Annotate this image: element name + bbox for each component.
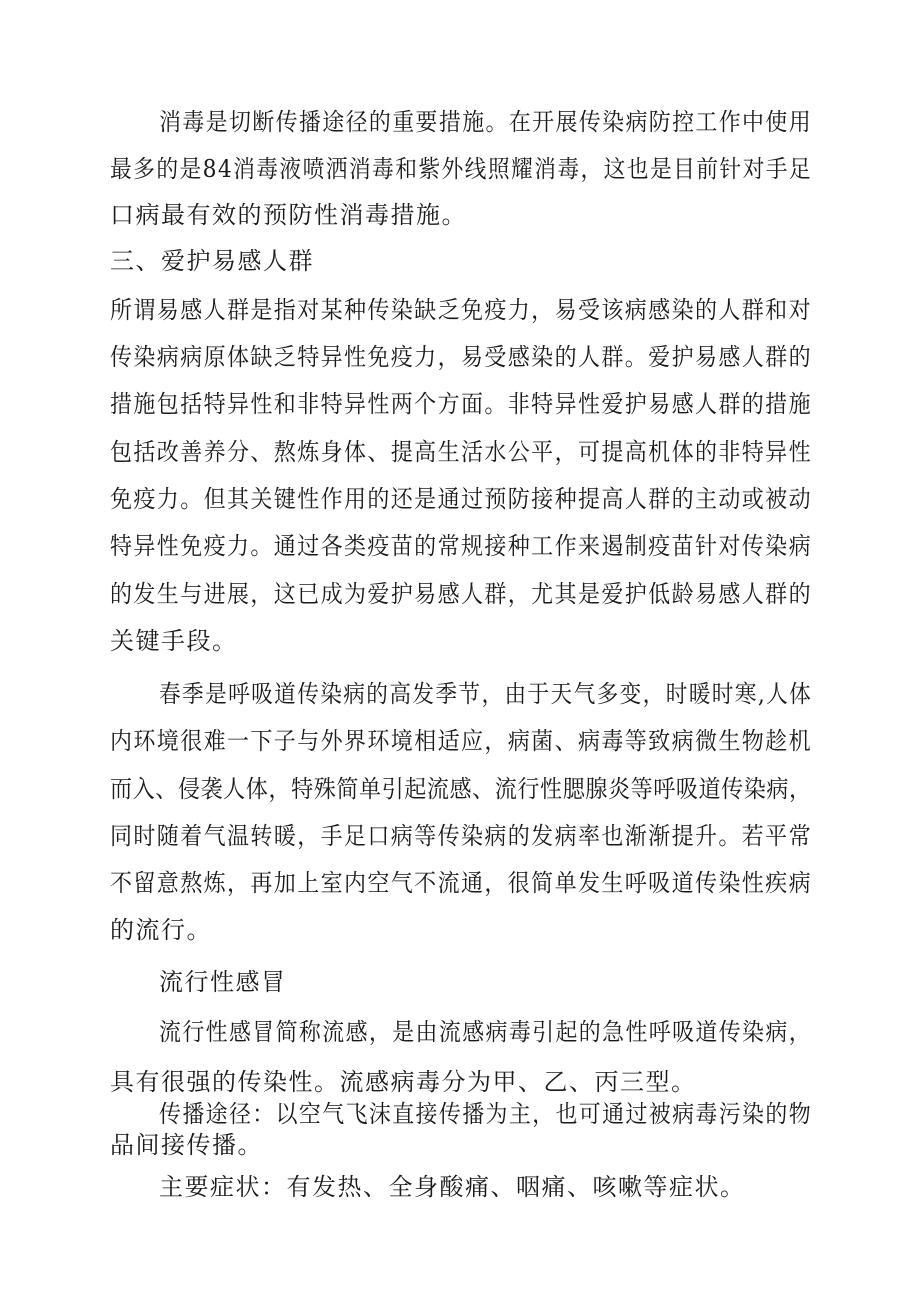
paragraph-symptoms: 主要症状：有发热、全身酸痛、咽痛、咳嗽等症状。 (159, 1173, 746, 1201)
paragraph-susceptible-line-7: 的发生与进展，这已成为爱护易感人群，尤其是爱护低龄易感人群的 (110, 580, 812, 608)
paragraph-influenza-line-2: 具有很强的传染性。流感病毒分为甲、乙、丙三型。 (110, 1068, 697, 1096)
paragraph-susceptible-line-4: 包括改善养分、熬炼身体、提高生活水公平，可提高机体的非特异性 (110, 438, 812, 466)
paragraph-disinfection-line-1: 消毒是切断传播途径的重要措施。在开展传染病防控工作中使用 (159, 108, 813, 136)
paragraph-influenza-line-1: 流行性感冒简称流感，是由流感病毒引起的急性呼吸道传染病， (159, 1018, 813, 1046)
paragraph-spring-line-4: 同时随着气温转暖，手足口病等传染病的发病率也渐渐提升。若平常 (110, 822, 812, 850)
paragraph-disinfection-line-3: 口病最有效的预防性消毒措施。 (110, 201, 467, 229)
paragraph-disinfection-line-2: 最多的是84消毒液喷洒消毒和紫外线照耀消毒，这也是目前针对手足 (110, 155, 813, 183)
paragraph-susceptible-line-5: 免疫力。但其关键性作用的还是通过预防接种提高人群的主动或被动 (110, 485, 812, 513)
paragraph-spring-line-5: 不留意熬炼，再加上室内空气不流通，很简单发生呼吸道传染性疾病 (110, 869, 812, 897)
paragraph-susceptible-line-6: 特异性免疫力。通过各类疫苗的常规接种工作来遏制疫苗针对传染病 (110, 532, 812, 560)
paragraph-spring-line-2: 内环境很难一下子与外界环境相适应，病菌、病毒等致病微生物趁机 (110, 727, 812, 755)
section-heading-protect-susceptible: 三、爱护易感人群 (110, 247, 314, 275)
paragraph-spring-line-3: 而入、侵袭人体，特殊简单引起流感、流行性腮腺炎等呼吸道传染病， (110, 775, 812, 803)
paragraph-transmission-line-2: 品间接传播。 (110, 1131, 263, 1159)
paragraph-spring-line-6: 的流行。 (110, 916, 212, 944)
section-heading-influenza: 流行性感冒 (159, 968, 287, 996)
paragraph-transmission-line-1: 传播途径：以空气飞沫直接传播为主，也可通过被病毒污染的物 (159, 1100, 813, 1128)
paragraph-spring-line-1: 春季是呼吸道传染病的高发季节，由于天气多变，时暖时寒,人体 (159, 680, 813, 708)
paragraph-susceptible-line-1: 所谓易感人群是指对某种传染缺乏免疫力，易受该病感染的人群和对 (110, 296, 812, 324)
paragraph-susceptible-line-8: 关键手段。 (110, 627, 238, 655)
paragraph-susceptible-line-2: 传染病病原体缺乏特异性免疫力，易受感染的人群。爱护易感人群的 (110, 343, 812, 371)
paragraph-susceptible-line-3: 措施包括特异性和非特异性两个方面。非特异性爱护易感人群的措施 (110, 390, 812, 418)
